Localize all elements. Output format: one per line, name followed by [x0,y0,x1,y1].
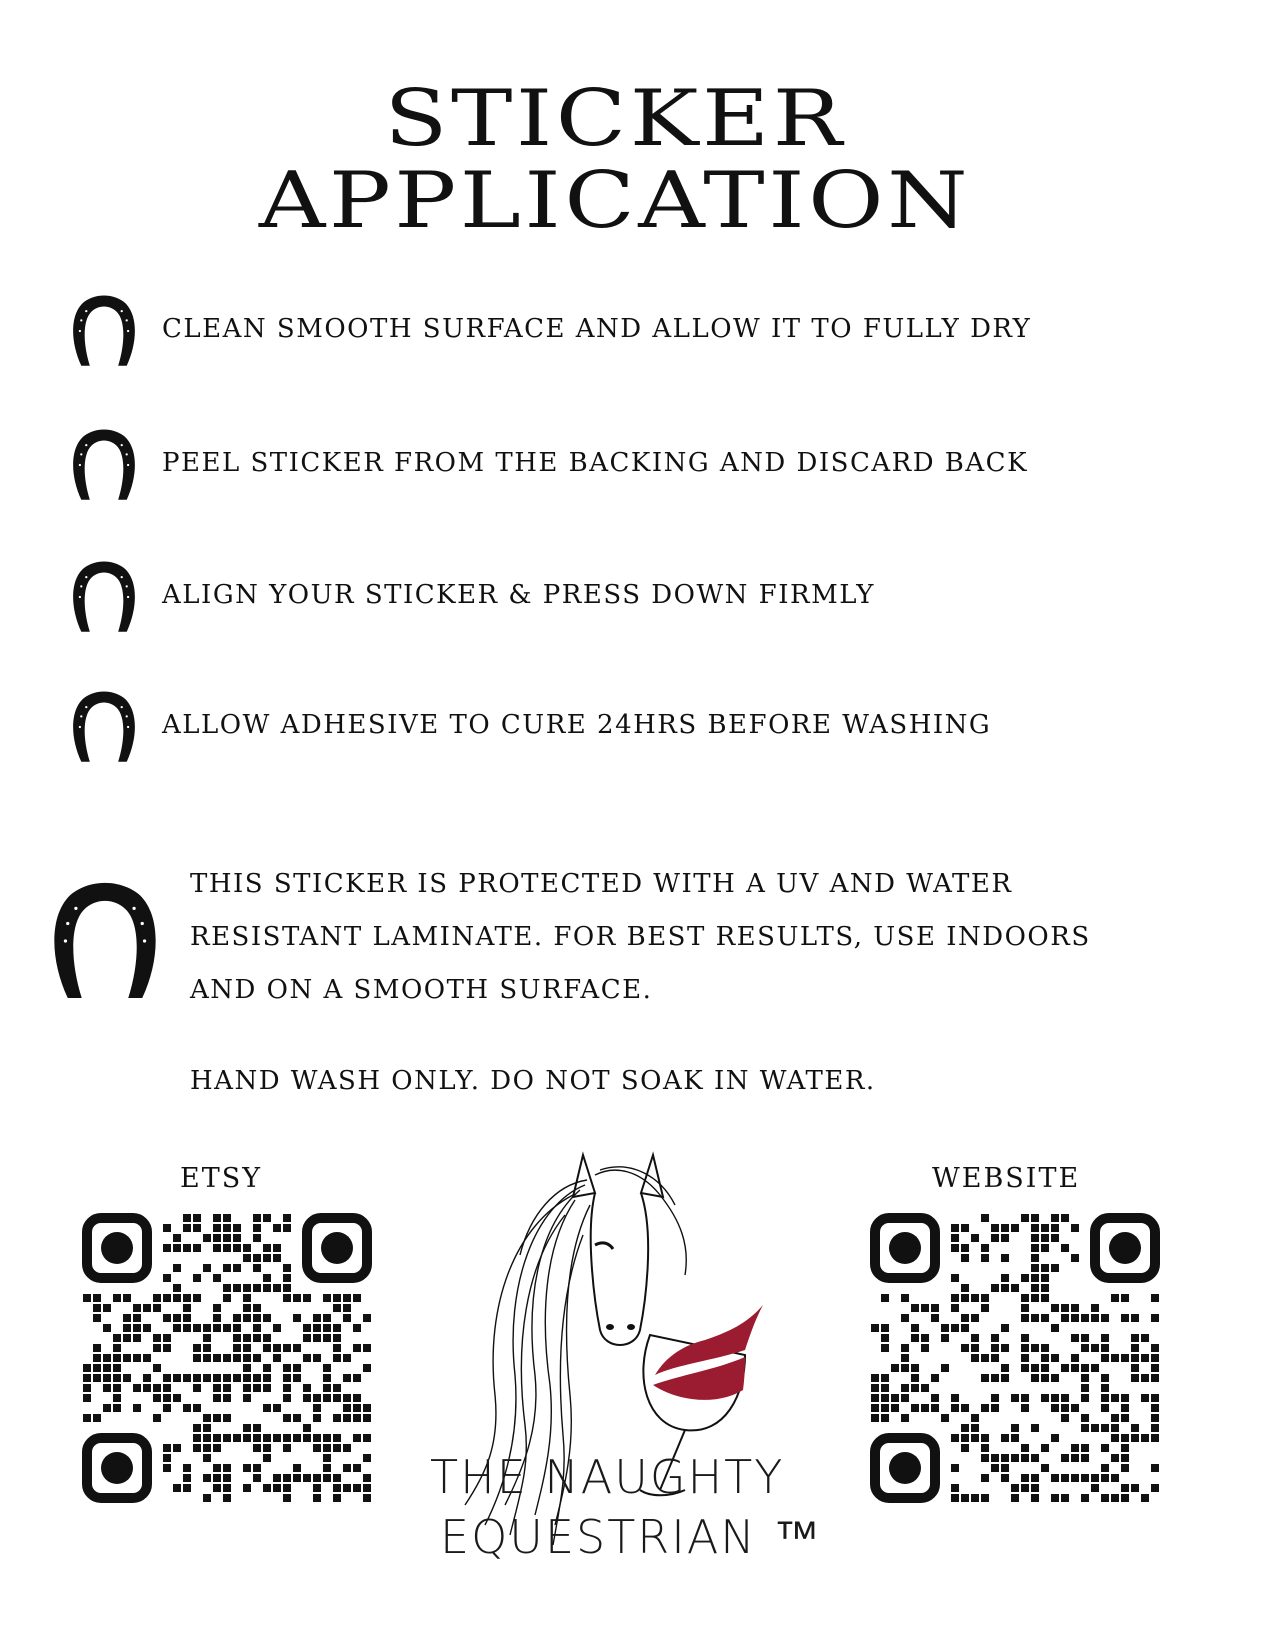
step-2-text: PEEL STICKER FROM THE BACKING AND DISCARD BACK [162,448,1028,478]
step-4-text: ALLOW ADHESIVE TO CURE 24HRS BEFORE WASHING [162,710,992,740]
horseshoe-icon [68,558,140,636]
note-line-1: THIS STICKER IS PROTECTED WITH A UV AND WATER [190,869,1013,899]
wash-note: HAND WASH ONLY. DO NOT SOAK IN WATER. [190,1066,876,1096]
horseshoe-icon [46,877,164,1005]
step-1 [68,292,1218,372]
step-4 [68,688,1218,768]
step-3 [68,558,1218,638]
step-3-text: ALIGN YOUR STICKER & PRESS DOWN FIRMLY [162,580,875,610]
horseshoe-icon [68,292,140,370]
note-line-2: RESISTANT LAMINATE. FOR BEST RESULTS, USE INDOORS [190,922,1091,952]
laminate-note [190,858,1091,1017]
horseshoe-icon [68,688,140,766]
step-1-text: CLEAN SMOOTH SURFACE AND ALLOW IT TO FULLY DRY [162,314,1032,344]
etsy-qr-code[interactable] [82,1213,372,1503]
step-2 [68,426,1218,506]
brand-line-2: EQUESTRIAN ™ [440,1510,822,1564]
website-qr-code[interactable] [870,1213,1160,1503]
page-title [0,74,1275,246]
website-label: WEBSITE [932,1163,1081,1194]
horseshoe-icon [68,426,140,504]
note-line-3: AND ON A SMOOTH SURFACE. [190,975,653,1005]
title-line-1: STICKER [384,74,846,164]
title-line-2: APPLICATION [258,156,972,246]
brand-line-1: THE NAUGHTY [430,1450,785,1504]
etsy-label: ETSY [180,1163,263,1194]
